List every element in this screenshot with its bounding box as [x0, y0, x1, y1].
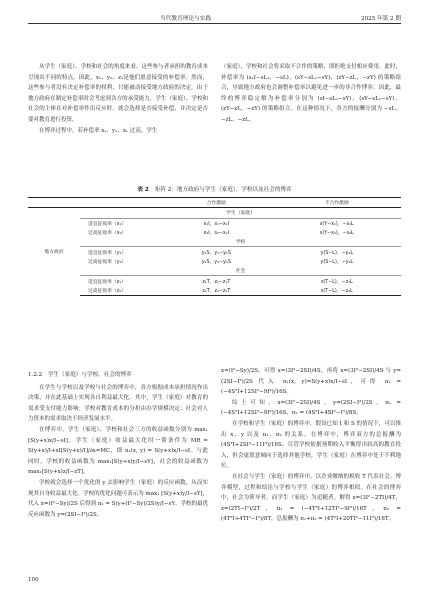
table-caption — [28, 185, 401, 193]
table-number: 表 2 — [137, 187, 149, 193]
left-column-top — [28, 62, 208, 136]
section-heading: 1.2.2 学生（家庭）与学校、社会的博弈 — [28, 372, 132, 378]
paragraph: 在博弈过程中，若补偿率 x₁、y₁、z₁ 过高，学生 — [39, 127, 158, 134]
paragraph: 在博弈中，学生（家庭）、学校和社会三方的收益函数分别为 max₁ [S(y+x)x/I−sI]，学生（家庭）收益最大化时一阶条件为 MR = S(y+x)/I+xI[S(y+x)/I]/∂x=MC，即 π₁(x, y) = S(y+x)x/I−sI。与此同时，学校的收益函数为 max₁[S(y+x)y/I−sY]，社会的收益函数为 max₁[S(y+x)z/I−zT]。 — [28, 426, 208, 476]
table-row: 过高征收率（z₂） z₂T，z₂−z₂T z(T−L)，−z₂L — [28, 286, 401, 296]
table-row: 适宜征收率（y₁） y₁S，y₁−y₁S y(S−L)，−y₁L — [88, 250, 354, 256]
col-header-coop: 合作激励 — [160, 198, 273, 208]
right-column-top — [221, 62, 401, 126]
paragraph: 从学生（家庭）、学校和社会的角度来看，这些参与者承担的教育成本呈现出不同的特点。因此，x₁、y₁、z₁是他们愿意接受的补偿率。然而，这些参与者没有决定补偿率的权利，只能被动接受地方政府的决定。由于地方政府在制定补偿率时会考虑到各方的承受能力，学生（家庭）、学校和社会的主体在对补偿率作出反应时，就会选择是否接受补偿，并决定是否要对教育进行投资。 — [28, 64, 208, 123]
paragraph: 综上可知，x=(3I²−2SI)/4S，y=(2SI−I²)/2S，π₁ = (−4S²I+12SI²−9I³)/16S，π₂ = (4S²I+4SI²−I³)/8S。 — [221, 399, 401, 417]
table-row: 适宜征收率（z₁） z₁T，z₁−z₁T z(T−L)，−z₁L — [88, 279, 353, 285]
paragraph: 学校就会选择一个优化的 y 去影响学生（家庭）的反应函数，从而实现其自身收益最大化。学校的优化问题可表示为 max₁ [S(y+x)y/I−sY]，代入 x=(I²−Sy)/2S 后得到 π₂ = S(y+(I²−Sy)/2S)y/I−sY。学校的最优反应函数为 y=(2SI−I²)/2S。 — [28, 479, 208, 518]
table-row: 过高征收率（x₂） x₂I，s₂−x₂I s(Y−x₂)，−s₂L — [88, 231, 354, 237]
journal-title: 当代教育理论与实践 — [160, 16, 212, 22]
table-title: 矩阵 2：地方政府与学生（家庭）、学校以及社会的博弈 — [154, 187, 292, 193]
game-matrix-table — [28, 185, 401, 296]
left-column-bottom — [28, 366, 208, 520]
issue-number: 2025 年第 2 期 — [361, 16, 401, 22]
group-society: 社会 — [80, 266, 401, 276]
row-head-government: 地方政府 — [44, 250, 64, 256]
page-number: 100 — [28, 577, 39, 583]
paragraph: （家庭）、学校和社会将采取不合作的策略，即拒绝支付相应费用。此时，补偿率为 (s₁I−sL₁，−sL)、(sY−sL₁−sY)、(zY−zL，−zY) 的策略组合，导致地方政府也会调整补偿率以避免进一步的非合作博弈。因此，最终的博弈稳定解为补偿率分别为 (sI−sL₁−sY)、(sY−sL₁−sY)、(zY−zL，−zY) 的策略组合。在这种情况下，各方的报酬分别为 −sL、−zL、−zL。 — [221, 64, 401, 123]
table-corner — [28, 198, 80, 208]
table-row: 过高征收率（y₂） y₂S，y₂−y₂S y(S−L)，−y₂L — [88, 259, 354, 265]
paragraph: 在社会与学生（家庭）的博弈中，以企业缴纳的税收 T 代表社会。博弈模型，过程和结论与学校与学生（家庭）的博弈相似。在社会的博弈中，社会为领导者，而学生（家庭）为追随者。解得 x=(3I²−2TI)/4T，z=(2TI−I²)/2T，π₁ = (−4T²I+12TI²−9I³)/16T，π₃ = (4T²I+4TI²−I³)/8T，总报酬为 π₁+π₃ = (4T²I+20TI²−11I³)/16T。 — [221, 473, 401, 523]
paragraph: 在学生与学校以及学校与社会的博弈中，各方根据成本承担情况作出决策，并在此基础上实现各自利益最大化。其中，学生（家庭）对教育的需求受支付能力影响；学校对教育成本的分担由办学规模决定；社会对人力资本的需求取决于经济发展水平。 — [28, 384, 208, 423]
table-row: 适宜征收率（x₁） x₁I，s₁−x₁I s(Y−x₁)，−s₁L — [88, 221, 354, 227]
header-rule — [28, 23, 401, 24]
col-header-noncoop: 不合作激励 — [273, 198, 401, 208]
right-column-bottom — [221, 366, 401, 525]
group-school: 学校 — [80, 237, 401, 247]
paragraph: 在学校和学生（家庭）的博弈中，假设已知 I 和 S 的情况下，可以推出 x、y 以及 π₁、π₂ 的关系。在博弈中，博弈双方的总报酬为 (4S²I+2SI²−11I³)/16S。尽管学校依据预期收入平衡得出较高的教育投入，但会更愿意倾向于选择其他学校，学生（家庭）在博弈中处于不利地位。 — [221, 420, 401, 470]
paragraph: x=(I²−Sy)/2S，可得 x=(3I²−2SI)/4S。再将 x=(3I²−2SI)/4S 与 y=(2SI−I²)/2S 代入 π₁(x, y)=S(y+x)x/I−sI，可得 π₁ = (−4S²I+12SI²−9I³)/16S。 — [221, 368, 401, 396]
running-header — [28, 9, 401, 23]
group-student: 学生（家庭） — [80, 208, 401, 218]
table-corner-2 — [80, 198, 160, 208]
